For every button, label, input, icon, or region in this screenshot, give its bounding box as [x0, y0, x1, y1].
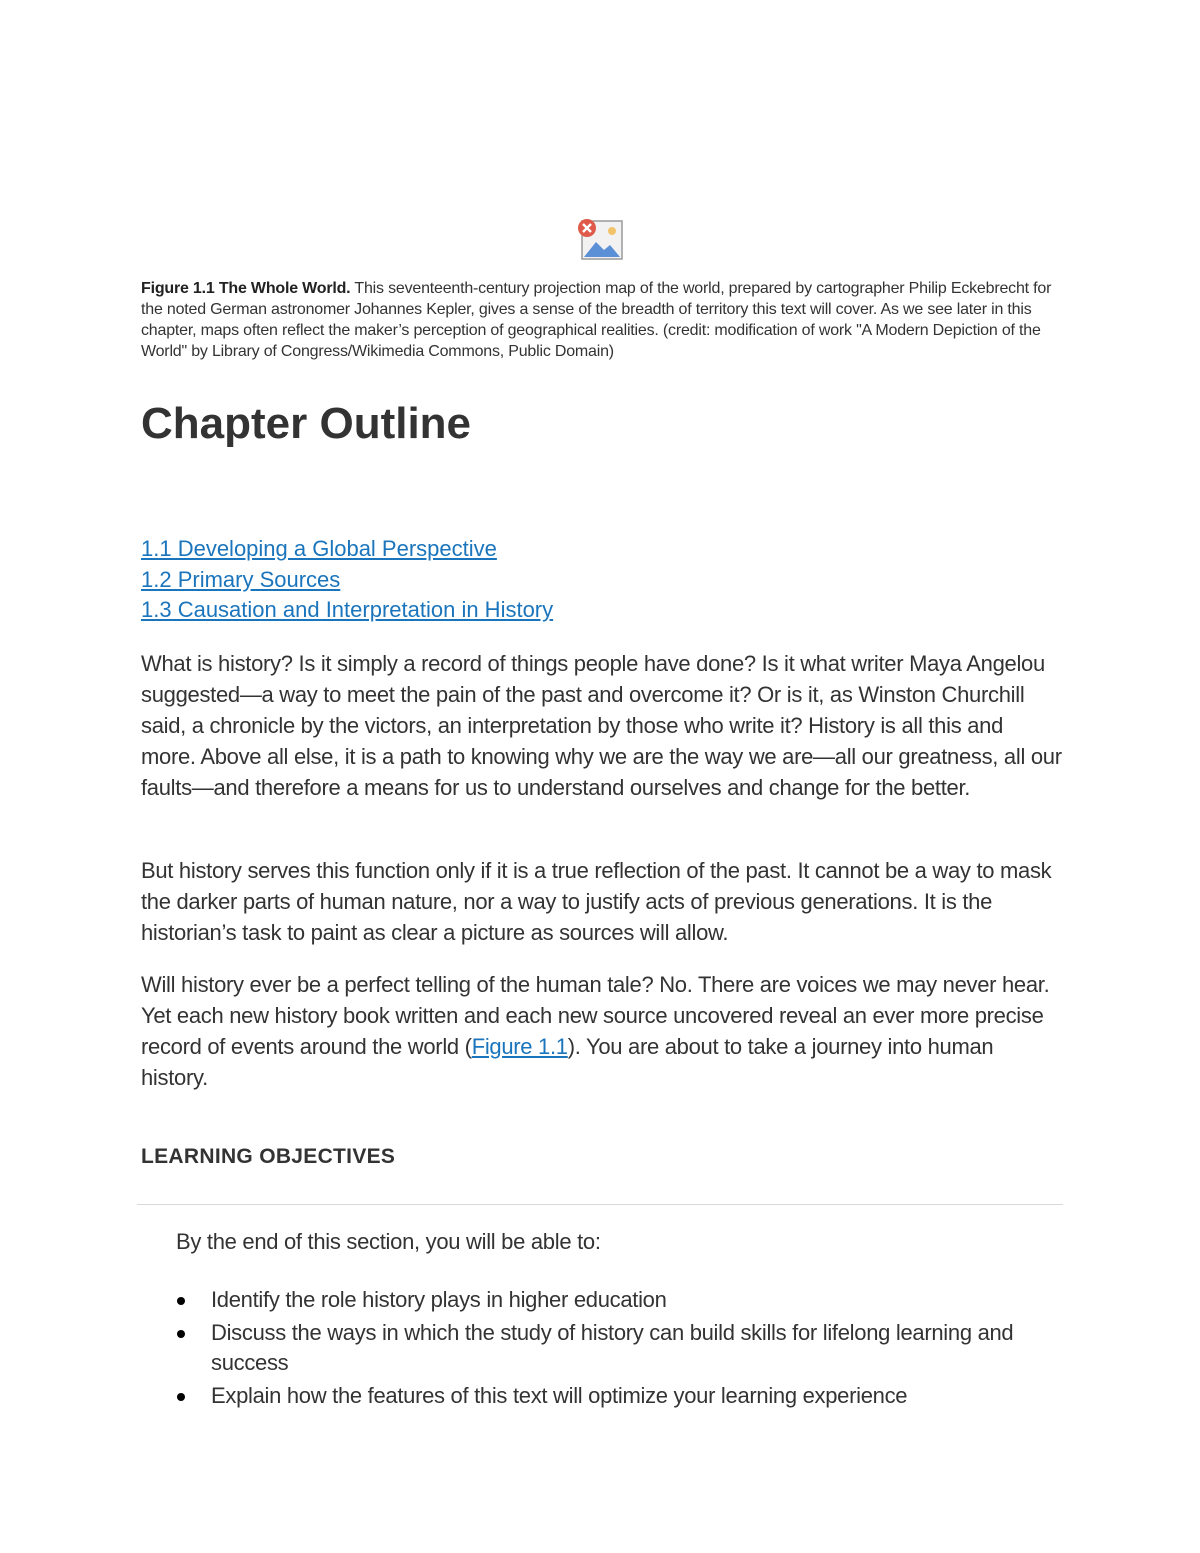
- outline-item: [141, 534, 553, 565]
- outline-item: [141, 595, 553, 626]
- intro-paragraph-3-after: ). You are about to take a journey into human history.: [141, 1034, 994, 1090]
- intro-paragraph-3: [141, 969, 1063, 1093]
- list-item: [176, 1318, 1066, 1378]
- chapter-outline-list: [141, 534, 553, 626]
- bullet-icon: [177, 1297, 185, 1305]
- broken-image-icon: [576, 218, 624, 262]
- figure-reference-link[interactable]: Figure 1.1: [471, 1034, 568, 1059]
- bullet-icon: [177, 1393, 185, 1401]
- learning-objectives-intro: By the end of this section, you will be able to:: [176, 1229, 601, 1254]
- figure-caption-label: Figure 1.1 The Whole World.: [141, 280, 351, 297]
- learning-objectives-list: [176, 1285, 1066, 1414]
- objective-text: Identify the role history plays in higher education: [211, 1287, 667, 1312]
- page-title: Chapter Outline: [141, 399, 472, 448]
- list-item: [176, 1285, 1066, 1315]
- divider: [137, 1204, 1063, 1205]
- objective-text: Explain how the features of this text will optimize your learning experience: [211, 1383, 908, 1408]
- learning-objectives-title: LEARNING OBJECTIVES: [141, 1145, 396, 1168]
- outline-link-1-1[interactable]: 1.1 Developing a Global Perspective: [141, 536, 497, 561]
- bullet-icon: [177, 1330, 185, 1338]
- figure-caption-text: This seventeenth-century projection map of the world, prepared by cartographer Philip Eckebrecht for the noted German astronomer Johannes Kepler, gives a sense of the breadth of territory this text will cover. As we see later in this chapter, maps often reflect the maker’s perception of geographical realities. (credit: modification of work "A Modern Depiction of the World" by Library of Congress/Wikimedia Commons, Public Domain): [141, 280, 1052, 360]
- intro-paragraph-1: What is history? Is it simply a record of things people have done? Is it what writer Maya Angelou suggested—a way to meet the pain of the past and overcome it? Or is it, as Winston Churchill said, a chronicle by the victors, an interpretation by those who write it? History is all this and more. Above all else, it is a path to knowing why we are the way we are—all our greatness, all our faults—and therefore a means for us to understand ourselves and change for the better.: [141, 651, 1062, 800]
- outline-link-1-3[interactable]: 1.3 Causation and Interpretation in History: [141, 597, 554, 622]
- intro-paragraph-3-before: Will history ever be a perfect telling of the human tale? No. There are voices we may never hear. Yet each new history book written and each new source uncovered reveal an ever more precise record of events around the world (: [141, 972, 1050, 1059]
- outline-item: [141, 565, 553, 596]
- figure-caption: [141, 278, 1061, 362]
- objective-text: Discuss the ways in which the study of history can build skills for lifelong learning and success: [211, 1320, 1014, 1375]
- outline-link-1-2[interactable]: 1.2 Primary Sources: [141, 566, 341, 592]
- list-item: [176, 1381, 1066, 1411]
- intro-paragraph-2: But history serves this function only if it is a true reflection of the past. It cannot be a way to mask the darker parts of human nature, nor a way to justify acts of previous generations. It is the historian’s task to paint as clear a picture as sources will allow.: [141, 858, 1052, 945]
